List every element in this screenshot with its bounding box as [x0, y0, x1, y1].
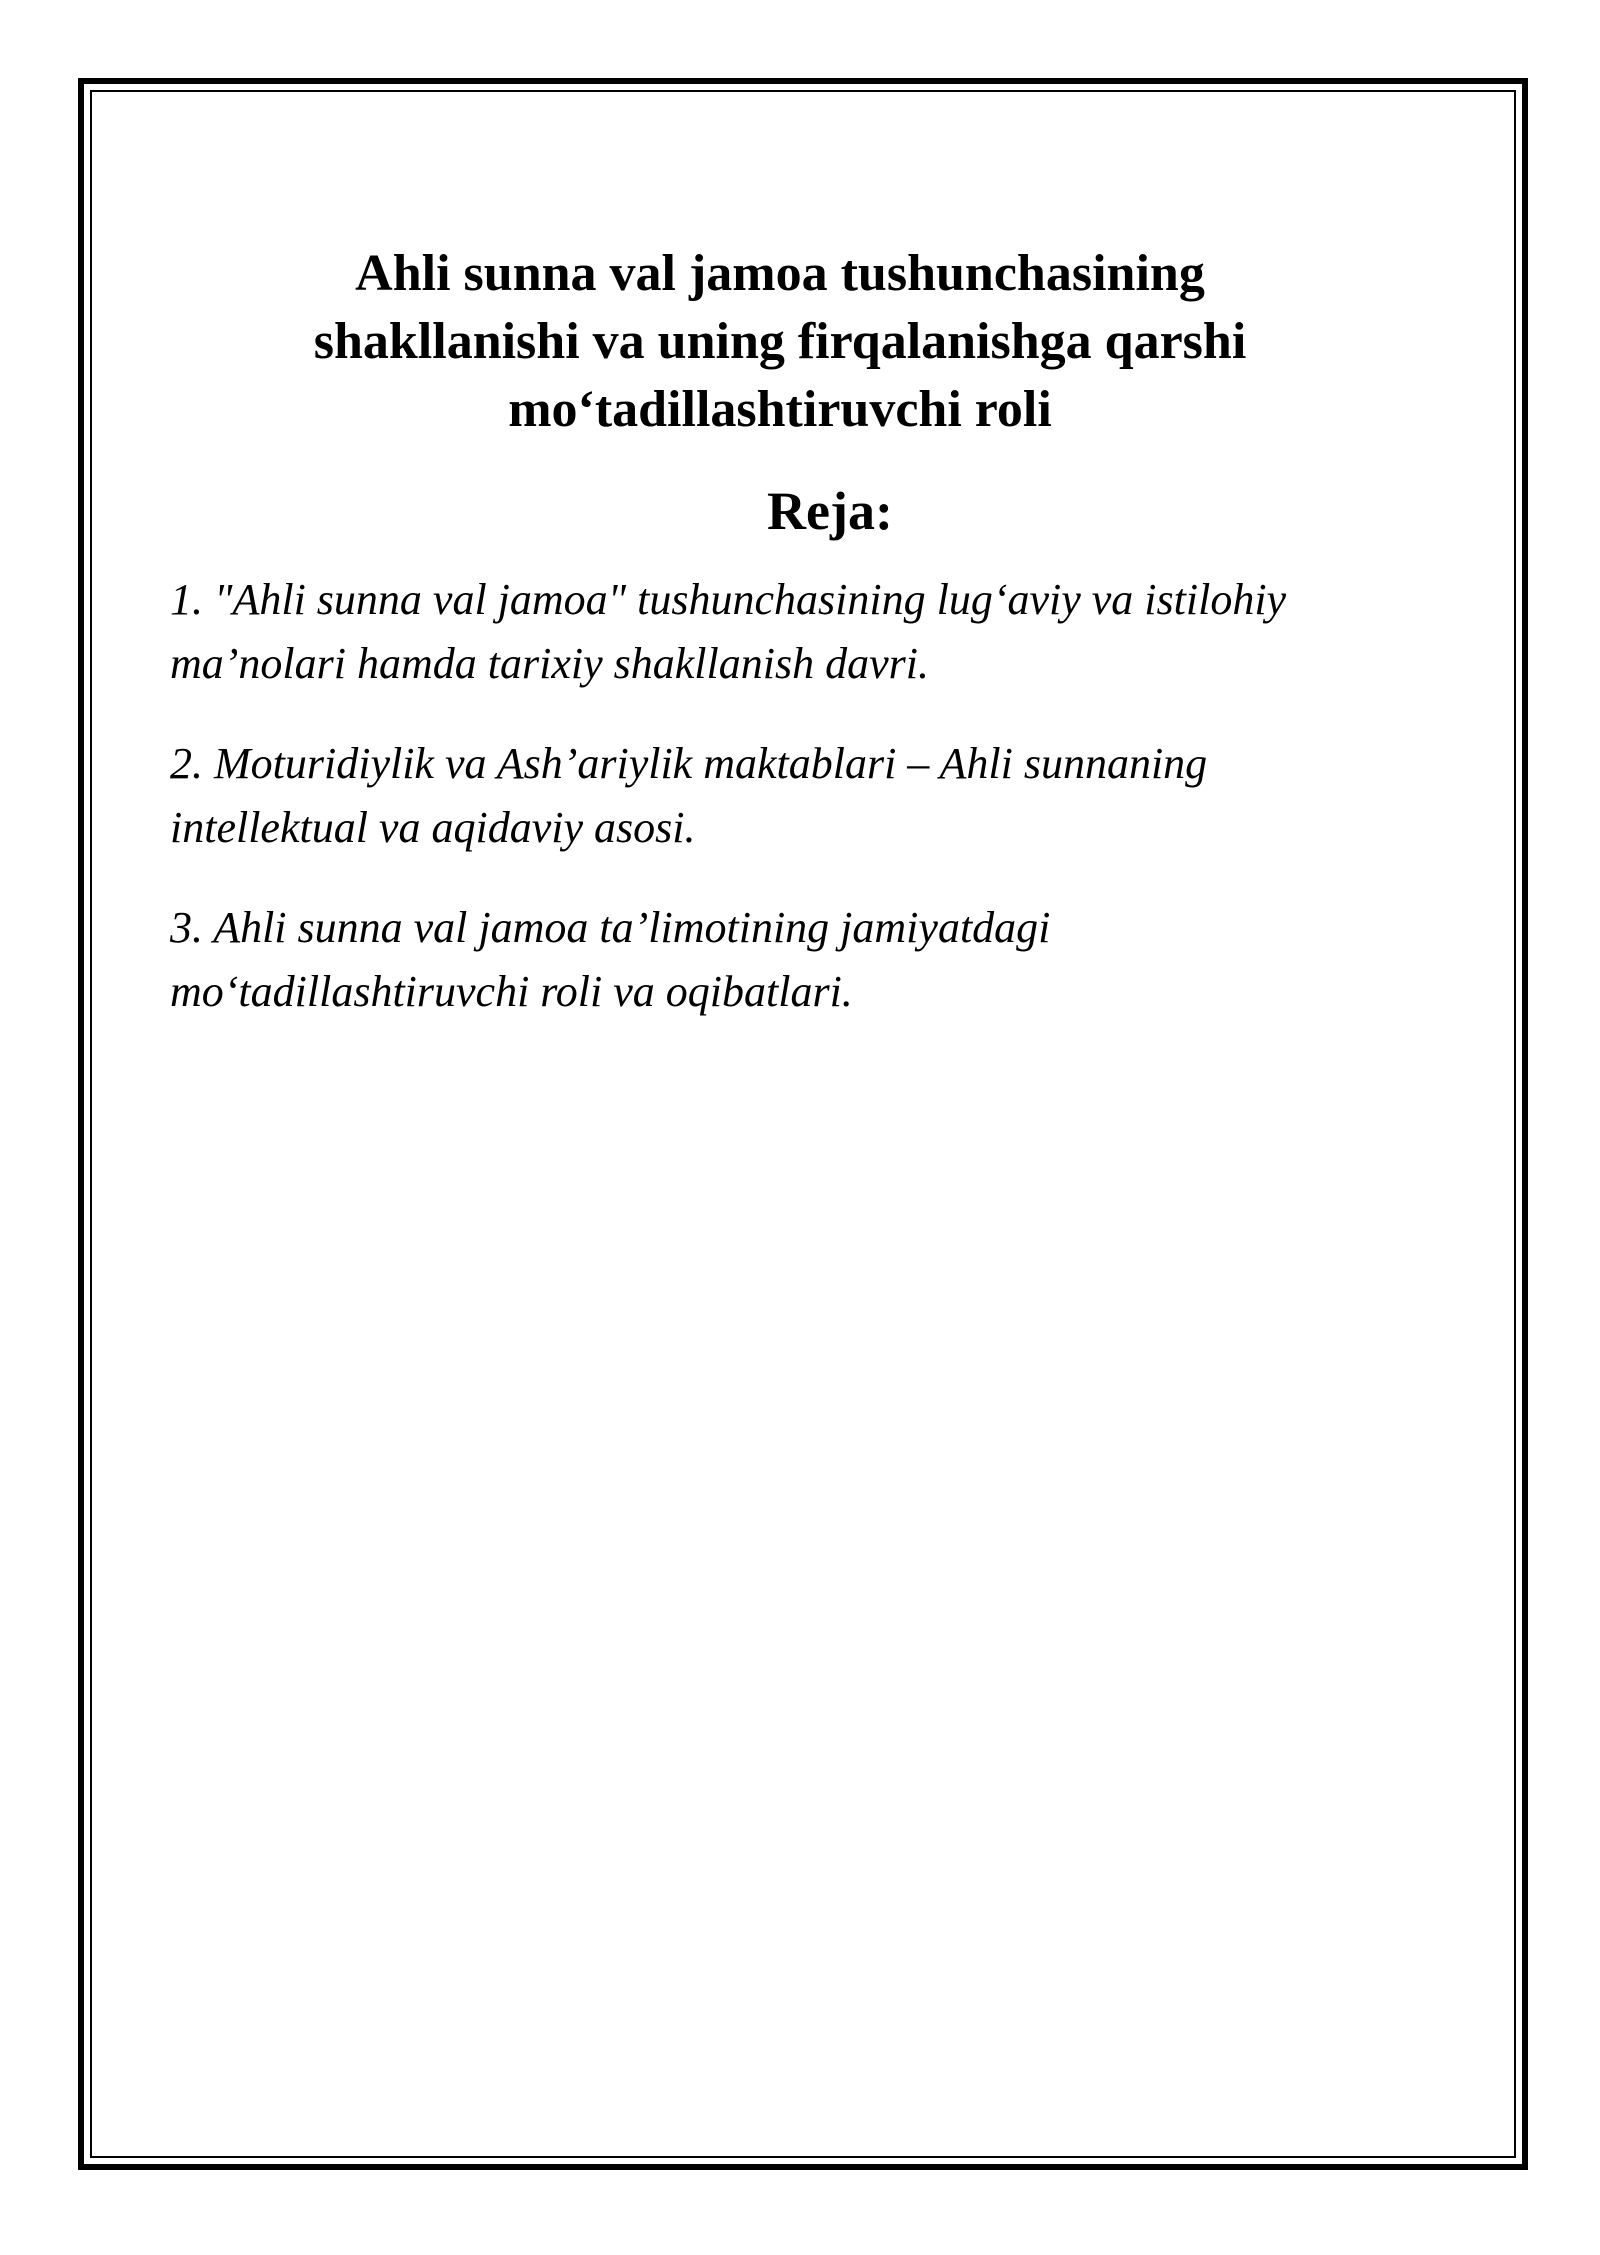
plan-item-line: 2. Moturidiylik va Ash’ariylik maktablari – Ahli sunnaning — [170, 739, 1208, 788]
plan-item-line: mo‘tadillashtiruvchi roli va oqibatlari. — [170, 967, 853, 1016]
page-content — [170, 240, 1430, 1060]
title-line: mo‘tadillashtiruvchi roli — [508, 381, 1052, 438]
plan-item-line: intellektual va aqidaviy asosi. — [170, 803, 696, 852]
plan-item — [170, 732, 1430, 860]
plan-item — [170, 568, 1430, 696]
document-title — [200, 240, 1360, 444]
plan-item — [170, 896, 1430, 1024]
title-line: shakllanishi va uning firqalanishga qarshi — [313, 313, 1247, 370]
plan-list — [170, 568, 1430, 1024]
plan-heading: Reja: — [767, 481, 893, 541]
title-line: Ahli sunna val jamoa tushunchasining — [355, 245, 1205, 302]
plan-item-line: 3. Ahli sunna val jamoa ta’limotining jamiyatdagi — [170, 903, 1051, 952]
plan-item-line: ma’nolari hamda tarixiy shakllanish davri. — [170, 639, 929, 688]
plan-item-line: 1. "Ahli sunna val jamoa" tushunchasining lug‘aviy va istilohiy — [170, 575, 1287, 624]
